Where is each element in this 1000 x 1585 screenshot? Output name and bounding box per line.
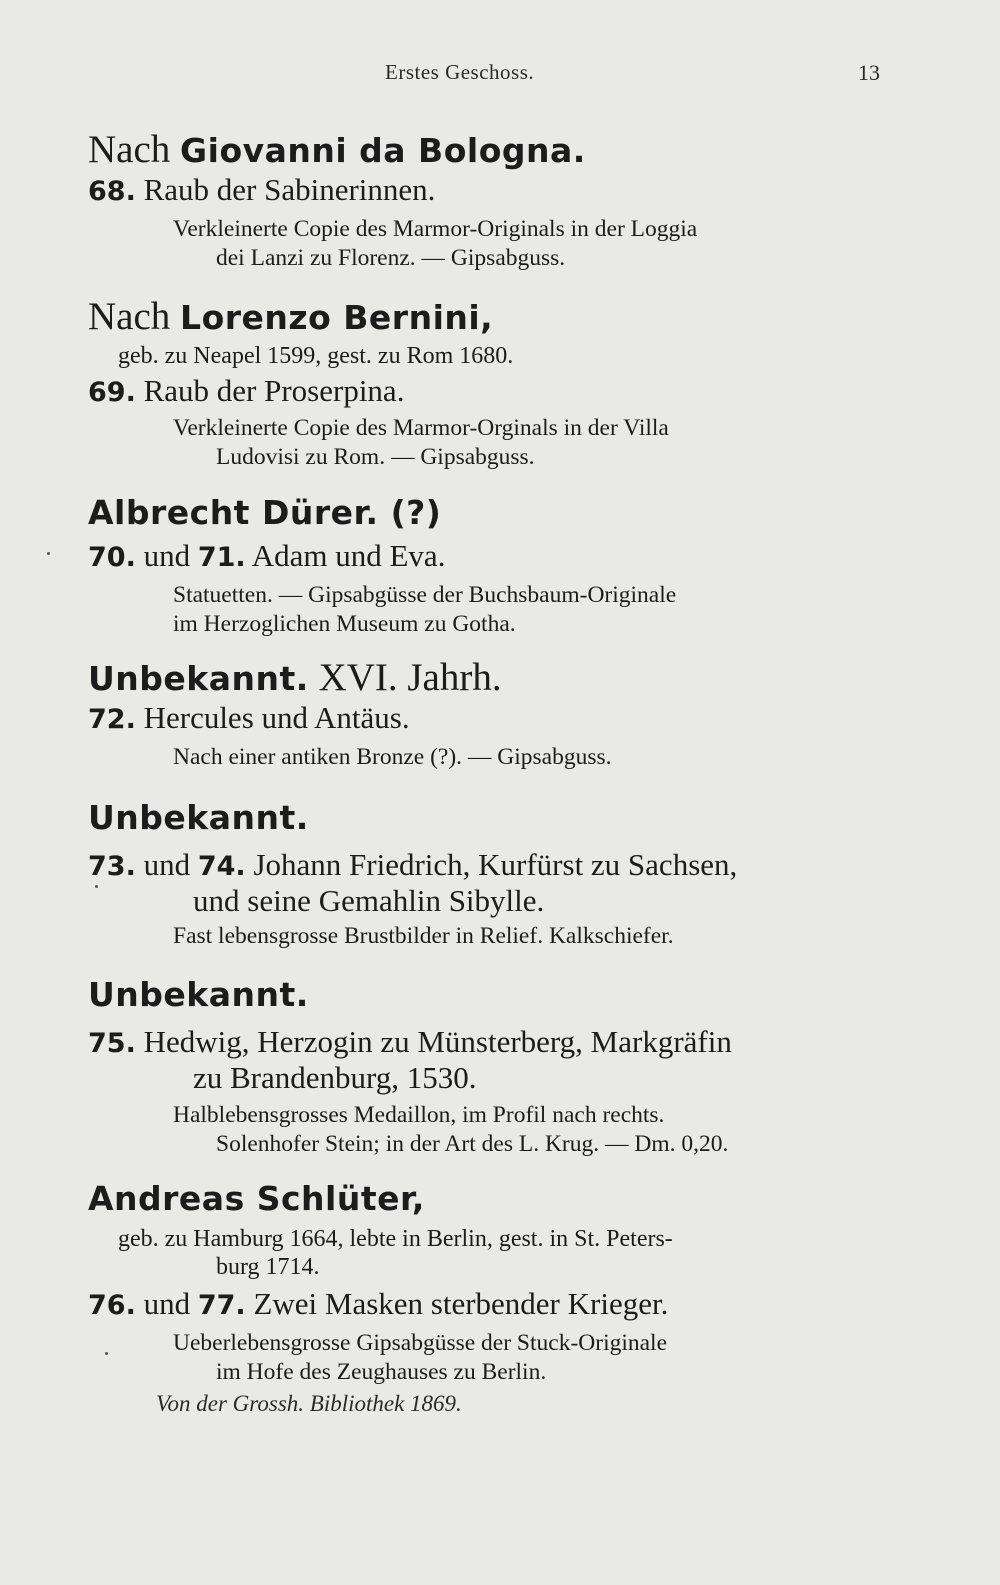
item-number-second: 74. [197,851,246,882]
item-note-continued: im Herzoglichen Museum zu Gotha. [173,611,516,637]
artist-name: Giovanni da Bologna. [180,131,586,170]
item-title-continued: und seine Gemahlin Sibylle. [193,883,545,918]
artist-heading [88,295,888,340]
item-title: Hercules und Antäus. [143,700,410,735]
artist-heading [88,656,888,701]
artist-heading [88,972,888,1017]
item-title: Adam und Eva. [251,538,446,573]
item-number: 76. [88,1290,136,1321]
catalog-entry [88,1176,888,1417]
item-note: Fast lebensgrosse Brustbilder in Relief. Kalkschiefer. [173,923,674,949]
catalog-entry [88,490,888,639]
artist-biography-continued: burg 1714. [216,1254,320,1280]
item-line [88,173,888,209]
artist-prefix: Nach [88,128,171,171]
item-line [88,1025,888,1061]
item-title: Hedwig, Herzogin zu Münsterberg, Markgräfin [143,1024,732,1059]
item-number: 69. [88,377,136,408]
item-note-continued: im Hofe des Zeughauses zu Berlin. [216,1359,547,1385]
item-number: 72. [88,704,136,735]
page-number: 13 [858,60,880,85]
artist-heading [88,795,888,840]
item-note: Nach einer antiken Bronze (?). — Gipsabguss. [173,744,612,770]
item-note: Halblebensgrosses Medaillon, im Profil nach rechts. [173,1102,665,1128]
item-note: Verkleinerte Copie des Marmor-Orginals in der Villa [173,415,669,441]
item-conjunction: und [143,847,191,882]
item-title: Zwei Masken sterbender Krieger. [253,1286,669,1321]
artist-name: Andreas Schlüter, [88,1179,425,1218]
item-title: Johann Friedrich, Kurfürst zu Sachsen, [253,847,738,882]
running-head: Erstes Geschoss. [385,60,535,84]
catalog-entry [88,656,888,772]
catalog-entry [88,295,888,472]
item-note: Statuetten. — Gipsabgüsse der Buchsbaum-Originale [173,582,677,608]
item-number: 75. [88,1028,136,1059]
item-note-continued: Solenhofer Stein; in der Art des L. Krug. — Dm. 0,20. [216,1131,729,1157]
catalog-entry [88,795,888,951]
item-note: Ueberlebensgrosse Gipsabgüsse der Stuck-Originale [173,1330,668,1356]
item-number: 68. [88,176,136,207]
item-number-second: 77. [197,1290,246,1321]
scan-speck [95,885,98,888]
scan-speck [47,552,50,555]
provenance-note: Von der Grossh. Bibliothek 1869. [156,1391,462,1416]
artist-biography: geb. zu Neapel 1599, gest. zu Rom 1680. [118,343,514,369]
item-number-second: 71. [197,542,246,573]
scan-speck [105,1352,108,1355]
artist-name: Unbekannt. [88,798,309,837]
item-conjunction: und [143,538,191,573]
artist-name: Unbekannt. [88,975,309,1014]
item-conjunction: und [143,1286,191,1321]
item-line [88,1287,888,1323]
artist-name: Unbekannt. [88,659,309,698]
artist-prefix: Nach [88,295,171,338]
item-line [88,848,888,884]
item-title-continued: zu Brandenburg, 1530. [193,1060,477,1095]
artist-heading [88,490,888,535]
catalog-entry [88,128,888,273]
item-title: Raub der Sabinerinnen. [143,172,436,207]
item-note-continued: dei Lanzi zu Florenz. — Gipsabguss. [216,245,566,271]
item-line [88,374,888,410]
artist-period: XVI. Jahrh. [318,656,502,699]
item-line [88,701,888,737]
item-number: 73. [88,851,136,882]
item-line [88,539,888,575]
item-note: Verkleinerte Copie des Marmor-Originals in der Loggia [173,216,698,242]
item-number: 70. [88,542,136,573]
artist-name: Lorenzo Bernini, [180,298,494,337]
artist-heading [88,128,888,173]
artist-heading [88,1176,888,1221]
item-title: Raub der Proserpina. [143,373,405,408]
catalog-entry [88,972,888,1159]
item-note-continued: Ludovisi zu Rom. — Gipsabguss. [216,444,535,470]
artist-biography: geb. zu Hamburg 1664, lebte in Berlin, gest. in St. Peters- [118,1226,673,1252]
artist-name: Albrecht Dürer. (?) [88,493,442,532]
